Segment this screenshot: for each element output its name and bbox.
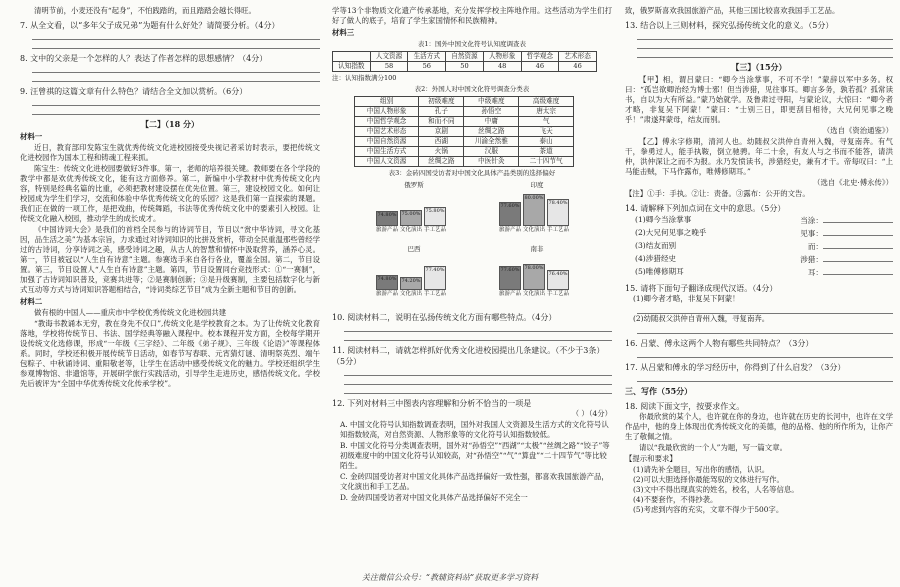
- table-header-cell: 中级难度: [464, 97, 519, 107]
- table-row: [355, 157, 574, 167]
- answer-line[interactable]: [32, 97, 320, 106]
- answer-line[interactable]: [32, 40, 320, 49]
- answer-line[interactable]: [32, 106, 320, 115]
- table-header-cell: 高级难度: [519, 97, 574, 107]
- passage-jia: 【甲】相，谓吕蒙曰：“卿今当涂掌事，不可不学！”蒙辞以军中多务。权曰：“孤岂欲卿治经为博士邪！但当涉猎，见往事耳。卿言多务，孰若孤？孤常读书，自以为大有所益。”蒙乃始就学。及鲁肃过寻阳，与蒙论议，大惊曰：“卿今者才略，非复吴下阿蒙！”蒙曰：“士别三日，即更刮目相待，大兄何见事之晚乎！”肃遂拜蒙母，结友而别。: [625, 75, 893, 124]
- chart-bar: 76.40%: [547, 270, 569, 290]
- chart-bar: 75.80%: [424, 207, 446, 226]
- question-7: 7. 从全文看，以“多年父子成兄弟”为题有什么好处？请简要分析。（4分）: [20, 21, 280, 30]
- material-heading: 材料三: [332, 28, 355, 37]
- vocab-answer[interactable]: [800, 253, 893, 266]
- vocab-answer[interactable]: [800, 227, 893, 240]
- table-cell: 58: [370, 62, 408, 72]
- chart-category-label: 文化演出: [523, 291, 546, 297]
- table-cell: 泰山: [519, 137, 574, 147]
- answer-line[interactable]: [344, 367, 612, 376]
- annotation-note: 【注】①手：手执。②让：责备。③露布：公开的文告。: [625, 189, 810, 198]
- question-12-score[interactable]: （ ）（4分）: [571, 409, 612, 418]
- table-cell: 56: [408, 62, 446, 72]
- table-header-cell: 自然资源: [446, 52, 484, 62]
- option-a: A. 中国文化符号认知指数调查表明，国外对我国人文资源及生活方式的文化符号认知指数较高，对自然资源、人物形象等的文化符号认知指数较低。: [340, 420, 609, 439]
- question-11: 11. 阅读材料二，请就怎样抓好优秀文化进校园提出几条建议。（不少于3条）（5分）: [332, 346, 605, 366]
- vocab-phrase: (2)大兄何见事之晚乎: [635, 228, 707, 237]
- table-cell: 孔子: [419, 107, 464, 117]
- section-heading: 【三】（15分）: [731, 62, 787, 72]
- answer-line[interactable]: [823, 240, 893, 249]
- chart-bar: 74.20%: [400, 277, 422, 290]
- chart-bar: 80.00%: [523, 194, 545, 226]
- tips-list: [625, 465, 893, 515]
- intro-text: 致，俄罗斯喜欢我国旅游产品，其他三国比较喜欢我国手工艺品。: [625, 6, 840, 15]
- answer-line[interactable]: [637, 373, 893, 382]
- table-header-cell: 初级难度: [419, 97, 464, 107]
- table-cell: 丝绸之路: [419, 157, 464, 167]
- table-cell: 茶道: [519, 147, 574, 157]
- table-cell: 西湖: [419, 137, 464, 147]
- chart-title: 印度: [530, 181, 544, 189]
- table-cell: 和而不同: [419, 117, 464, 127]
- answer-line[interactable]: [637, 49, 893, 58]
- chart-bar: 74.80%: [376, 211, 398, 226]
- chart-labels: [354, 291, 474, 305]
- writing-prompt: 你最欣赏的某个人，也许就在你的身边，也许就在历史的长河中，也许在文学作品中，他的身上体现出优秀传统文化的美德，他的品格、他的所作所为，让你产生了敬佩之情。: [625, 412, 893, 441]
- vocab-phrase: (1)卿今当涂掌事: [635, 215, 692, 224]
- answer-line[interactable]: [637, 325, 893, 334]
- answer-line[interactable]: [637, 31, 893, 40]
- chart-category-label: 文化演出: [400, 291, 423, 297]
- writing-requirement: 请以“我最欣赏的一个人”为题，写一篇文章。: [639, 443, 787, 452]
- country-chart: [477, 244, 597, 304]
- material-paragraph: 《中国诗词大会》是我们的首档全民参与的诗词节目，节目以“赏中华诗词，寻文化基因，品生活之美”为基本宗旨，力求通过对诗词知识的比拼及赏析，带动全民重温那些曾经学过的古诗词，分享诗词之美，感受诗词之趣，从古人的智慧和情怀中汲取营养，涵养心灵。第一，节目被冠以“人生自有诗意”主题。参赛选手来自各行各业，覆盖全国。第二，节目设置。第三，节目设置人“人生自有诗意”主题。第四，节目设置同台竞技形式：①“一赛制”，加强了古诗词知识普及，竞赛共进等；②是赛制创新；③是升级赛制，主要包括数字化与新式互动等方式与诗词知识答题相结合，“诗词类综艺节目”成为全新主题和节目的创新。: [20, 225, 320, 294]
- table-cell: 中庸: [464, 117, 519, 127]
- chart-bars: [477, 192, 597, 226]
- option-c: C. 金砖四国受访者对中国文化具体产品选择偏好一致性强，都喜欢我国旅游产品，文化演出和手工艺品。: [340, 472, 609, 491]
- chart-labels: [477, 291, 597, 305]
- chart-category-label: 手工艺品: [424, 291, 447, 297]
- chart-title: 俄罗斯: [404, 181, 424, 189]
- vocab-item: [625, 253, 893, 266]
- table-cell: 48: [483, 62, 521, 72]
- table-row: [355, 137, 574, 147]
- table-header-cell: 人物形象: [483, 52, 521, 62]
- vocab-answer[interactable]: [800, 214, 893, 227]
- question-10: 10. 阅读材料二，说明在弘扬传统文化方面有哪些特点。（4分）: [332, 313, 557, 322]
- material-paragraph: 做有根的中国人——重庆市中学校优秀传统文化进校园共建: [34, 308, 227, 317]
- section-heading: 三、写作（55分）: [625, 386, 693, 396]
- table-cell: 汉服: [464, 147, 519, 157]
- chart-title: 巴西: [407, 245, 421, 253]
- question-15: 15. 请将下面句子翻译成现代汉语。（4分）: [625, 284, 778, 293]
- material-paragraph: 陈宝生：传统文化进校园要做好3件事。第一，老师的培养很关键。教师要在各个学段的教学中都是欢优秀传统文化，能有这方面修养。第二，新编中小学教材中优秀传统文化内容，特别是经典名篇的比重，必须把教材建设摆在优先位置。第三，建设校园文化。如何让校园成为学生们学习，交流和体验中华优秀传统文化的乐园？这是我们第一直探索的课题。我们正在做的一项工作，是把戏曲，传统舞蹈，书法等优秀传统文化中的要素引入校园。让传统文化融入校园，推动学生的成长成才。: [20, 164, 320, 223]
- answer-line[interactable]: [637, 305, 893, 314]
- table-cell: 中国生活方式: [355, 147, 419, 157]
- country-chart: [354, 180, 474, 240]
- table-row: [355, 107, 574, 117]
- chart-category-label: 文化演出: [523, 227, 546, 233]
- answer-line[interactable]: [637, 40, 893, 49]
- vocab-item: [625, 227, 893, 240]
- question-13: 13. 结合以上三则材料，探究弘扬传统文化的意义。（5分）: [625, 21, 834, 30]
- table-2: [354, 96, 574, 167]
- option-b: B. 中国文化符号分类调查表明，国外对“孙悟空”“西湖”“太极”“丝绸之路”“饺子”等初级难度中的中国文化符号认知较高，对“孙悟空”“气”“算盘”“二十四节气”等比较陌生。: [340, 441, 610, 470]
- vocab-word: 见事：: [800, 229, 823, 238]
- country-chart: [477, 180, 597, 240]
- table-cell: 唐太宗: [519, 107, 574, 117]
- chart-category-label: 手工艺品: [547, 291, 570, 297]
- vocab-word: 涉猎：: [800, 255, 823, 264]
- material-heading: 材料一: [20, 132, 43, 141]
- chart-category-label: 手工艺品: [547, 227, 570, 233]
- table-cell: 认知指数: [333, 62, 371, 72]
- question-8: 8. 文中的父亲是一个怎样的人？表达了作者怎样的思想感情？（4分）: [20, 54, 268, 63]
- table-cell: 孙悟空: [464, 107, 519, 117]
- column-left: [20, 6, 320, 571]
- chart-category-label: 旅游产品: [376, 227, 399, 233]
- table-row: [355, 97, 574, 107]
- material-heading: 材料二: [20, 297, 43, 306]
- question-16: 16. 吕蒙、傅永这两个人物有哪些共同特点？（3分）: [625, 339, 814, 348]
- vocab-answer[interactable]: [808, 240, 893, 253]
- answer-line[interactable]: [32, 64, 320, 73]
- table-cell: 中国人文资源: [355, 157, 419, 167]
- question-12: 12. 下列对材料三中图表内容理解和分析不恰当的一项是: [332, 399, 532, 408]
- answer-line[interactable]: [823, 253, 893, 262]
- table-header-cell: 组别: [355, 97, 419, 107]
- chart-labels: [477, 227, 597, 241]
- chart-bar: 74.80%: [376, 275, 398, 290]
- table-row: [355, 147, 574, 157]
- vocab-word: 耳：: [807, 268, 823, 277]
- chart-bar: 77.60%: [499, 266, 521, 290]
- chart-category-label: 旅游产品: [499, 227, 522, 233]
- table-caption: 表1：国外中国文化符号认知度调查表: [417, 40, 527, 48]
- table-cell: 中国人物形象: [355, 107, 419, 117]
- intro-text: 清明节前，小麦还没有“起身”，不怕践踏的，而且踏踏会越长得旺。: [34, 6, 256, 15]
- bar-charts: [332, 180, 612, 308]
- question-17: 17. 从吕蒙和傅永的学习经历中，你得到了什么启发？（3分）: [625, 363, 846, 372]
- intro-text: 学等13个非物质文化遗产传承基地，充分发挥学校主阵地作用。这些活动为学生们打好了做人的底子，培育了学生家国情怀和民族精神。: [332, 6, 612, 25]
- vocab-item: [625, 214, 893, 227]
- table-cell: 中国自然资源: [355, 137, 419, 147]
- tip-item: (3)文中不得出现真实的姓名，校名，人名等信息。: [633, 485, 799, 494]
- vocab-item: [625, 240, 893, 253]
- table-header-cell: [333, 52, 371, 62]
- table-cell: 中国艺术形态: [355, 127, 419, 137]
- vocab-phrase: (4)涉猎经史: [635, 254, 677, 263]
- answer-line[interactable]: [823, 266, 893, 275]
- question-9: 9. 汪曾祺的这篇文章有什么特色？请结合全文加以赏析。（6分）: [20, 87, 248, 96]
- translate-item: (1)卿今者才略，非复吴下阿蒙！: [633, 294, 740, 303]
- table-header-cell: 哲学观念: [521, 52, 559, 62]
- answer-line[interactable]: [823, 214, 893, 223]
- chart-title: 南非: [530, 245, 544, 253]
- chart-bar: 78.40%: [547, 199, 569, 226]
- answer-line[interactable]: [344, 323, 612, 332]
- chart-category-label: 旅游产品: [376, 291, 399, 297]
- answer-line[interactable]: [32, 73, 320, 82]
- tips-heading: 【提示和要求】: [625, 454, 677, 463]
- answer-line[interactable]: [344, 385, 612, 394]
- table-cell: 中医针灸: [464, 157, 519, 167]
- table-header-cell: 生活方式: [408, 52, 446, 62]
- section-heading: 【二】（18 分）: [141, 119, 199, 129]
- question-14: 14. 请解释下列加点词在文中的意思。（5分）: [625, 204, 786, 213]
- table-caption: 表2：外国人对中国文化符号调查分类表: [414, 85, 530, 93]
- chart-bar: 78.00%: [523, 264, 545, 290]
- table-cell: 二十四节气: [519, 157, 574, 167]
- column-right: [625, 6, 893, 571]
- answer-line[interactable]: [344, 332, 612, 341]
- question-14-items: [625, 214, 893, 279]
- chart-category-label: 旅游产品: [499, 291, 522, 297]
- question-18: 18. 阅读下面文字，按要求作文。: [625, 402, 745, 411]
- chart-bar: 77.60%: [499, 202, 521, 226]
- option-d: D. 金砖四国受访者对中国文化具体产品选择偏好不完全一: [340, 493, 528, 502]
- chart-bars: [477, 256, 597, 290]
- table-cell: 火锅: [419, 147, 464, 157]
- vocab-item: [625, 266, 893, 279]
- passage-yi: 【乙】傅永字修期，清河人也。幼随叔父洪仲自青州入魏，寻复南奔。有气干，拳勇过人，能手执鞍，倒立驰骋。年二十余，有友人与之书而不能答，请洪仲，洪仲深让之而不为报。永乃发愤读书，涉猎经史，兼有才干。帝每叹曰：“上马能击贼，下马作露布，唯傅修期耳。”: [625, 137, 893, 176]
- table-cell: 气: [519, 117, 574, 127]
- material-paragraph: 近日，教育部印发陈宝生就优秀传统文化进校园接受央视记者采访时表示，要把传统文化进校园作为国本工程和铸魂工程来抓。: [20, 143, 320, 162]
- answer-line[interactable]: [344, 376, 612, 385]
- tip-item: (5)考虑到内容的充实，文章不得少于500字。: [633, 505, 784, 514]
- chart-category-label: 手工艺品: [424, 227, 447, 233]
- table-note: 注：认知指数满分100: [332, 74, 397, 82]
- chart-bar: 77.40%: [424, 266, 446, 290]
- chart-labels: [354, 227, 474, 241]
- passage-source: （选自《资治通鉴》）: [822, 126, 893, 135]
- table-row: [355, 127, 574, 137]
- answer-line[interactable]: [823, 227, 893, 236]
- footer-text: 关注微信公众号：“教辅资料站”获取更多学习资料: [361, 573, 539, 582]
- vocab-phrase: (3)结友而别: [635, 241, 677, 250]
- table-cell: 50: [446, 62, 484, 72]
- tip-item: (2)可以大胆选择你最能驾驭的文体进行写作。: [633, 475, 784, 484]
- table-row: [355, 117, 574, 127]
- vocab-answer[interactable]: [808, 266, 893, 279]
- vocab-phrase: (5)唯傅修期耳: [635, 267, 684, 276]
- chart-bars: [354, 256, 474, 290]
- table-header-cell: 艺术形态: [559, 52, 597, 62]
- table-cell: 46: [559, 62, 597, 72]
- tip-item: (4)不要套作，不得抄袭。: [633, 495, 718, 504]
- table-header-cell: 人文资源: [370, 52, 408, 62]
- table-1: [332, 51, 597, 72]
- vocab-word: 当涂：: [800, 216, 823, 225]
- table-cell: 川渝全然雅: [464, 137, 519, 147]
- country-chart: [354, 244, 474, 304]
- table-cell: 飞天: [519, 127, 574, 137]
- table-caption: 表3：金砖四国受访者对中国文化具体产品类别的选择偏好: [388, 169, 556, 177]
- chart-bar: 75.00%: [400, 210, 422, 226]
- chart-category-label: 文化演出: [400, 227, 423, 233]
- tip-item: (1)请先补全题目，写出你的感悟，认识。: [633, 465, 770, 474]
- material-paragraph: “教诲书教诵本无穷，教在身先不仅口”,传统文化是学校教育之本。为了让传统文化教育落地，学校将传统节日、书法、国学经典等融入课程中。校本课程开发方面，全校每学期开设传统文化选修课，形成“一年级《三字经》、二年级《弟子规》、三年级《论语》”等课程体系。同时，学校还积极开展传统节日活动，如春节写春联、元宵猜灯谜、清明祭英烈、端午包粽子、中秋诵诗词、重阳敬老等，让学生在活动中感受传统文化的魅力。学校还组织学生参观博物馆、非遗馆等，开展研学旅行实践活动，引导学生走进历史，感悟传统文化。学校先后被评为“全国中华优秀传统文化传承学校”。: [20, 319, 320, 388]
- translate-item: (2)幼随叔父洪仲自青州入魏，寻复南奔。: [633, 314, 770, 323]
- table-cell: 丝绸之路: [464, 127, 519, 137]
- passage-source: （选自《北史·傅永传》）: [813, 178, 893, 187]
- answer-line[interactable]: [637, 349, 893, 358]
- answer-line[interactable]: [32, 31, 320, 40]
- chart-bars: [354, 192, 474, 226]
- table-cell: 京剧: [419, 127, 464, 137]
- column-middle: [332, 6, 612, 571]
- vocab-word: 而：: [807, 242, 823, 251]
- table-cell: 46: [521, 62, 559, 72]
- table-cell: 中国哲学观念: [355, 117, 419, 127]
